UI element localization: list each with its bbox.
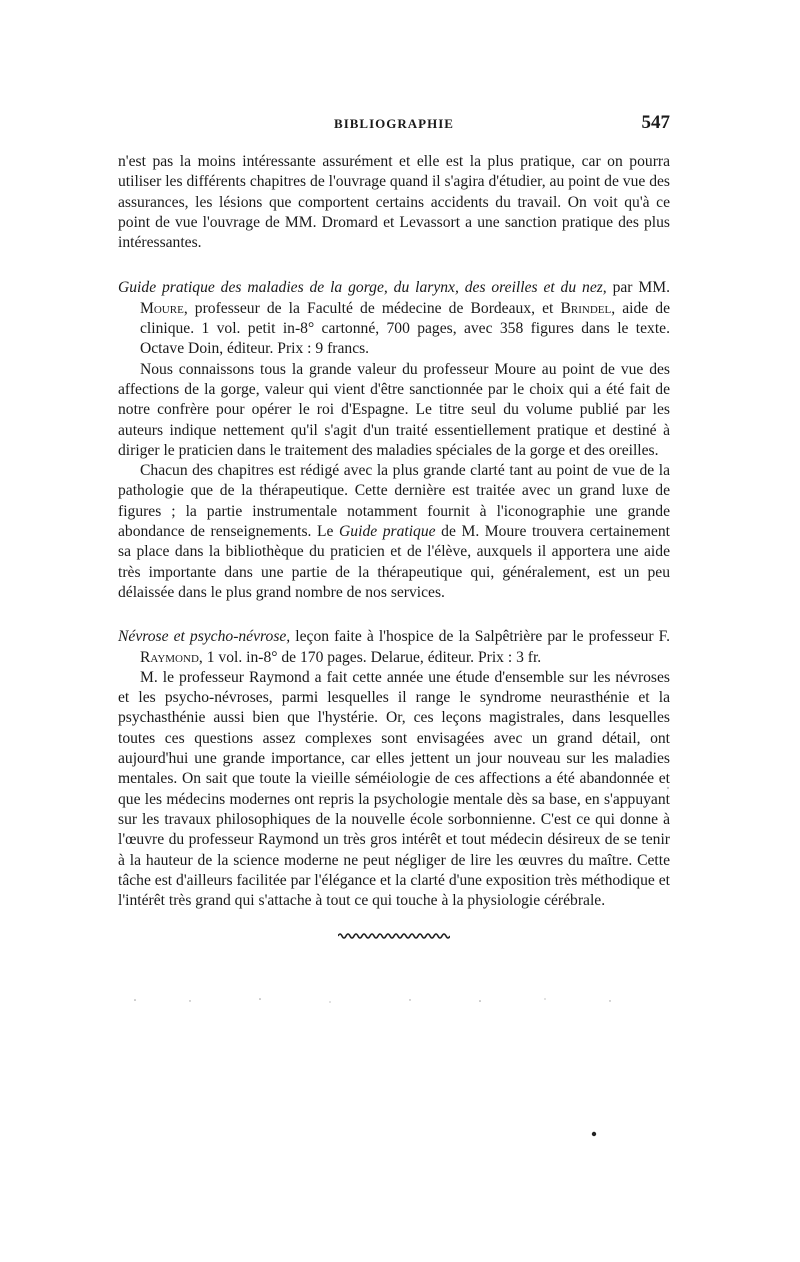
review-1-author-2: Brindel (560, 299, 612, 317)
page-number: 547 (641, 112, 670, 133)
review-1-paragraph-1: Nous connaissons tous la grande valeur du professeur Moure au point de vue des affections de la gorge, valeur qui vient d'être sanctionnée par le choix qui a été fait de notre confrère pour opérer le roi d'Espagne. Le titre seul du volume publié par les auteurs indique nettement qu'il s'agit d'un traité essentiellement pratique et destiné à diriger le praticien dans le traitement des maladies spéciales de la gorge et des oreilles. (118, 360, 670, 459)
review-1-by: par MM. (606, 279, 670, 297)
review-1-paragraph-2 (118, 461, 670, 603)
running-header (118, 112, 670, 140)
review-2-author: Raymond (140, 648, 199, 666)
review-1-author-1-role: , professeur de la Faculté de médecine de Bordeaux, et (183, 299, 561, 317)
running-title: BIBLIOGRAPHIE (334, 116, 454, 131)
review-1-author-1: Moure (140, 299, 184, 317)
review-1-title: Guide pratique des maladies de la gorge, du larynx, des oreilles et du nez, (118, 279, 607, 297)
review-1-inline-title: Guide pratique (339, 523, 436, 541)
page-body (118, 112, 670, 937)
review-1-citation (118, 278, 670, 359)
review-2-paragraph-1: M. le professeur Raymond a fait cette année une étude d'ensemble sur les névroses et les psycho-névroses, parmi lesquelles il range le syndrome neurasthénie et la psychasthénie aussi bien que l'hystérie. Or, ces leçons magistrales, dans lesquelles toutes ces questions assez complexes sont envisagées avec un grand détail, ont aujourd'hui une grande importance, car elles jettent un jour nouveau sur les maladies mentales. On sait que toute la vieille séméiologie de ces affections a été abandonnée et que les médecins modernes ont repris la psychologie mentale dès sa base, en s'appuyant sur les travaux philosophiques de la nouvelle école sorbonnienne. C'est ce qui donne à l'œuvre du professeur Raymond un très gros intérêt et tout médecin désireux de se tenir à la hauteur de la science moderne ne peut négliger de lire les œuvres du maître. Cette tâche est d'ailleurs facilitée par l'élégance et la clarté d'une exposition très méthodique et l'intérêt très grand qui s'attache à tout ce qui touche à la physiologie cérébrale. (118, 668, 670, 910)
review-2-title: Névrose et psycho-névrose, (118, 628, 291, 646)
continuation-paragraph: n'est pas la moins intéressante assurément et elle est la plus pratique, car on pourra utiliser les différents chapitres de l'ouvrage quand il s'agira d'étudier, au point de vue des assurances, les lésions que comportent certains accidents du travail. On voit qu'à ce point de vue l'ouvrage de MM. Dromard et Levassort a une sanction pratique des plus intéressantes. (118, 153, 670, 252)
review-2-details-end: , 1 vol. in-8° de 170 pages. Delarue, éditeur. Prix : 3 fr. (198, 648, 542, 666)
review-2-details-start: leçon faite à l'hospice de la Salpêtrière par le professeur F. (290, 628, 670, 646)
end-ornament (118, 927, 670, 937)
review-1-paragraph-2-end: de M. Moure trouvera certainement sa place dans la bibliothèque du praticien et de l'élève, auxquels il apportera une aide très importante dans une partie de la thérapeutique qui, généralement, est un peu délaissée dans le plus grand nombre de nos services. (118, 523, 670, 601)
review-2-citation (118, 627, 670, 668)
review-1-paragraph-2-start: Chacun des chapitres est rédigé avec la plus grande clarté tant au point de vue de la pathologie que de la thérapeutique. Cette dernière est traitée avec un grand luxe de figures ; la partie instrumentale notamment fournit à l'iconographie une grande abondance de renseignements. Le (118, 462, 670, 541)
review-1-details: , aide de clinique. 1 vol. petit in-8° cartonné, 700 pages, avec 358 figures dans le texte. Octave Doin, éditeur. Prix : 9 francs. (140, 299, 671, 358)
wave-rule-ornament (338, 932, 450, 940)
